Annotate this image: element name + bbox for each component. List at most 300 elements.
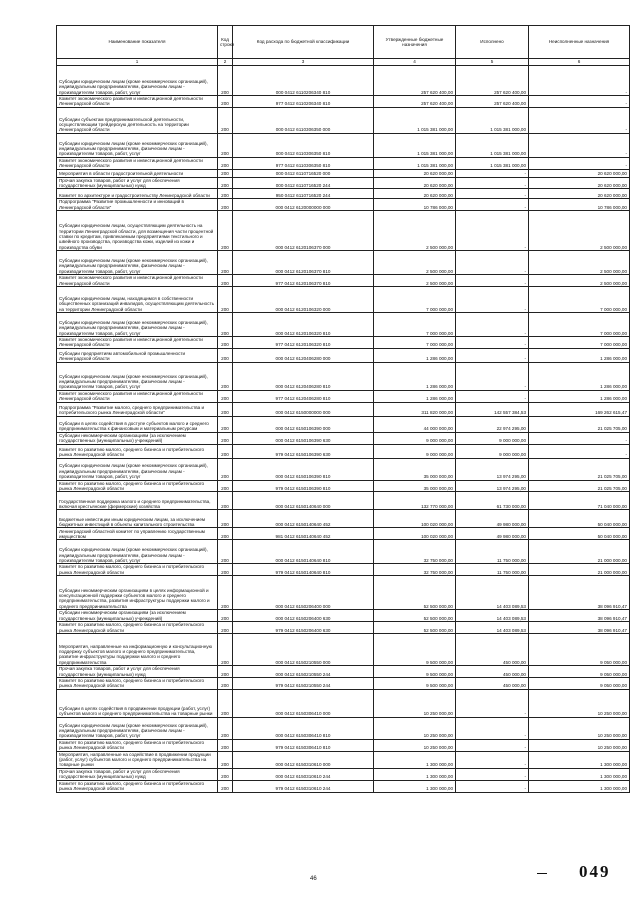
row-executed-cell: 142 557 384,53 [456, 402, 529, 416]
row-name-cell: Субсидии юридическим лицам (кроме некоммерческих организаций), индивидуальным предпринимателям, физическим лицам - производителям товаров, работ, услуг [57, 540, 218, 564]
row-line-code-cell: 200 [218, 528, 233, 540]
row-unexecuted-cell: 9 050 000,00 [529, 634, 630, 666]
row-approved-cell: 1 286 000,00 [374, 390, 456, 402]
row-approved-cell: 257 620 400,00 [374, 96, 456, 108]
table-row [57, 510, 630, 528]
row-budget-code-cell: 000 0412 6120106370 000 [233, 211, 374, 251]
table-row [57, 492, 630, 510]
row-name-cell: Прочая закупка товаров, работ и услуг для обеспечения государственных (муниципальных) нужд [57, 666, 218, 678]
row-executed-cell: 13 974 295,00 [456, 458, 529, 480]
row-executed-cell: - [456, 390, 529, 402]
table-row [57, 390, 630, 402]
row-budget-code-cell: 000 0412 6110306350 000 [233, 107, 374, 133]
table-row [57, 610, 630, 622]
row-budget-code-cell: 000 0412 6150206400 000 [233, 576, 374, 610]
budget-report-sheet [56, 25, 629, 793]
row-executed-cell: - [456, 251, 529, 275]
table-row [57, 402, 630, 416]
row-name-cell: Комитет по развитию малого, среднего бизнеса и потребительского рынка Ленинградской области [57, 564, 218, 576]
row-approved-cell: 10 250 000,00 [374, 717, 456, 739]
row-name-cell: Комитет экономического развития и инвестиционной деятельности Ленинградской области [57, 390, 218, 402]
row-unexecuted-cell: 1 286 000,00 [529, 390, 630, 402]
row-name-cell: Субсидии в целях содействия в доступе субъектов малого и среднего предпринимательства к финансовым и материальным ресурсам [57, 416, 218, 432]
row-budget-code-cell: 000 0412 6110716520 244 [233, 177, 374, 189]
row-executed-cell: 1 015 381 000,00 [456, 107, 529, 133]
row-approved-cell: 9 500 000,00 [374, 634, 456, 666]
row-line-code-cell: 200 [218, 348, 233, 362]
row-budget-code-cell: 000 0412 6110716520 000 [233, 169, 374, 177]
row-budget-code-cell: 979 0412 6150106390 630 [233, 444, 374, 458]
row-unexecuted-cell: 9 050 000,00 [529, 666, 630, 678]
table-row [57, 717, 630, 739]
row-name-cell: Субсидии предприятиям автомобильной промышленности Ленинградской области [57, 348, 218, 362]
table-row [57, 480, 630, 492]
row-approved-cell: 1 286 000,00 [374, 362, 456, 390]
table-row [57, 211, 630, 251]
table-row [57, 576, 630, 610]
row-name-cell: Комитет по развитию малого, среднего бизнеса и потребительского рынка Ленинградской области [57, 677, 218, 689]
row-line-code-cell: 200 [218, 458, 233, 480]
table-row [57, 751, 630, 768]
page-number: 46 [310, 876, 317, 882]
table-row [57, 416, 630, 432]
row-unexecuted-cell: - [529, 66, 630, 96]
row-budget-code-cell: 977 0412 6110206340 810 [233, 96, 374, 108]
row-budget-code-cell: 000 0412 6150140640 000 [233, 492, 374, 510]
row-budget-code-cell: 000 0412 6150210550 000 [233, 634, 374, 666]
row-line-code-cell: 200 [218, 133, 233, 157]
row-unexecuted-cell: 21 025 705,00 [529, 416, 630, 432]
header-unexecuted: Неисполненные назначения [529, 26, 630, 59]
row-approved-cell: 1 300 000,00 [374, 768, 456, 780]
row-approved-cell: 7 000 000,00 [374, 337, 456, 349]
row-line-code-cell: 200 [218, 510, 233, 528]
table-row [57, 677, 630, 689]
row-executed-cell: 1 015 381 000,00 [456, 133, 529, 157]
row-budget-code-cell: 981 0412 6150140640 452 [233, 528, 374, 540]
row-unexecuted-cell: 2 500 000,00 [529, 251, 630, 275]
table-row [57, 96, 630, 108]
row-executed-cell: - [456, 287, 529, 313]
row-approved-cell: 44 000 000,00 [374, 416, 456, 432]
row-budget-code-cell: 000 0412 6150140640 452 [233, 510, 374, 528]
row-approved-cell: 32 750 000,00 [374, 540, 456, 564]
row-approved-cell: 35 000 000,00 [374, 480, 456, 492]
row-name-cell: Субсидии юридическим лицам (кроме некоммерческих организаций), индивидуальным предпринимателям, физическим лицам - производителям товаров, работ, услуг [57, 362, 218, 390]
row-line-code-cell: 200 [218, 402, 233, 416]
row-unexecuted-cell: 1 286 000,00 [529, 348, 630, 362]
table-row [57, 540, 630, 564]
row-name-cell: Субсидии некоммерческим организациям (за исключением государственных (муниципальных) учреждений) [57, 610, 218, 622]
row-name-cell: Мероприятия, направленные на информационную и консультационную поддержку субъектов малого и среднего предпринимательства, развитие инфраструктуры поддержки малого и среднего предпринимательства [57, 634, 218, 666]
table-row [57, 666, 630, 678]
row-unexecuted-cell: 10 250 000,00 [529, 689, 630, 717]
row-approved-cell: 100 020 000,00 [374, 510, 456, 528]
row-name-cell: Субсидии юридическим лицам (кроме некоммерческих организаций), индивидуальным предпринимателям, физическим лицам - производителям товаров, работ, услуг [57, 717, 218, 739]
row-executed-cell: - [456, 780, 529, 792]
row-line-code-cell: 200 [218, 199, 233, 211]
row-executed-cell: 9 000 000,00 [456, 444, 529, 458]
row-budget-code-cell: 000 0412 6150106390 000 [233, 416, 374, 432]
column-number: 2 [218, 59, 233, 66]
row-unexecuted-cell: 7 000 000,00 [529, 313, 630, 337]
row-budget-code-cell: 000 0412 6150306410 810 [233, 717, 374, 739]
row-budget-code-cell: 000 0412 6120000000 000 [233, 199, 374, 211]
row-executed-cell: - [456, 751, 529, 768]
header-name: Наименование показателя [57, 26, 218, 59]
row-name-cell: Субсидии юридическим лицам, находящимся в собственности общественных организаций инвалидов, осуществляющим деятельность на территории Ленинградской области [57, 287, 218, 313]
row-line-code-cell: 200 [218, 177, 233, 189]
row-line-code-cell: 200 [218, 634, 233, 666]
row-executed-cell: - [456, 739, 529, 751]
row-name-cell: Субсидии юридическим лицам, осуществляющим деятельность на территории Ленинградской области, для возмещения части процентной ставки по кредитам, привлекаемым предприятиями текстильного и швейного производства, производства кожи, изделий из кожи и производства обуви [57, 211, 218, 251]
row-unexecuted-cell: 2 500 000,00 [529, 275, 630, 287]
row-executed-cell: 22 974 295,00 [456, 416, 529, 432]
table-row [57, 189, 630, 199]
row-budget-code-cell: 979 0412 6150210550 244 [233, 677, 374, 689]
row-budget-code-cell: 000 0412 6150106390 810 [233, 458, 374, 480]
row-executed-cell: 450 000,00 [456, 634, 529, 666]
row-unexecuted-cell: 21 025 705,00 [529, 480, 630, 492]
table-row [57, 622, 630, 634]
row-name-cell: Комитет по развитию малого, среднего бизнеса и потребительского рынка Ленинградской области [57, 480, 218, 492]
row-budget-code-cell: 000 0412 6150310610 244 [233, 768, 374, 780]
row-line-code-cell: 200 [218, 66, 233, 96]
row-budget-code-cell: 000 0412 6150210550 244 [233, 666, 374, 678]
row-approved-cell: 1 015 381 000,00 [374, 157, 456, 169]
row-unexecuted-cell: 21 025 705,00 [529, 458, 630, 480]
row-executed-cell: 61 730 000,00 [456, 492, 529, 510]
row-name-cell: Комитет по развитию малого, среднего бизнеса и потребительского рынка Ленинградской области [57, 739, 218, 751]
table-row [57, 199, 630, 211]
row-approved-cell: 311 820 000,00 [374, 402, 456, 416]
row-approved-cell: 9 000 000,00 [374, 432, 456, 444]
row-name-cell: Субсидии юридическим лицам (кроме некоммерческих организаций), индивидуальным предпринимателям, физическим лицам - производителям товаров, работ, услуг [57, 133, 218, 157]
row-budget-code-cell: 977 0412 6120106370 810 [233, 275, 374, 287]
row-line-code-cell: 200 [218, 717, 233, 739]
row-approved-cell: 2 500 000,00 [374, 251, 456, 275]
row-unexecuted-cell: 1 300 000,00 [529, 768, 630, 780]
row-line-code-cell: 200 [218, 169, 233, 177]
row-name-cell: Государственная поддержка малого и среднего предпринимательства, включая крестьянские (фермерские) хозяйства [57, 492, 218, 510]
header-budget-code: Код расхода по бюджетной классификации [233, 26, 374, 59]
row-line-code-cell: 200 [218, 480, 233, 492]
row-approved-cell: 1 015 381 000,00 [374, 107, 456, 133]
row-name-cell: Прочая закупка товаров, работ и услуг для обеспечения государственных (муниципальных) нужд [57, 177, 218, 189]
row-approved-cell: 9 000 000,00 [374, 444, 456, 458]
row-budget-code-cell: 979 0412 6150310610 244 [233, 780, 374, 792]
row-name-cell: Ленинградский областной комитет по управлению государственным имуществом [57, 528, 218, 540]
table-row [57, 444, 630, 458]
row-unexecuted-cell: - [529, 444, 630, 458]
row-name-cell: Комитет экономического развития и инвестиционной деятельности Ленинградской области [57, 337, 218, 349]
row-executed-cell: - [456, 717, 529, 739]
row-name-cell: Подпрограмма "Развитие промышленности и инноваций в Ленинградской области" [57, 199, 218, 211]
row-name-cell: Прочая закупка товаров, работ и услуг для обеспечения государственных (муниципальных) нужд [57, 768, 218, 780]
row-unexecuted-cell: 50 040 000,00 [529, 510, 630, 528]
row-budget-code-cell: 000 0412 6120406280 810 [233, 362, 374, 390]
row-executed-cell: - [456, 768, 529, 780]
row-executed-cell: 49 980 000,00 [456, 510, 529, 528]
row-approved-cell: 10 786 000,00 [374, 199, 456, 211]
table-row [57, 275, 630, 287]
row-line-code-cell: 200 [218, 666, 233, 678]
row-line-code-cell: 200 [218, 189, 233, 199]
row-name-cell: Мероприятия в области градостроительной деятельности [57, 169, 218, 177]
table-row [57, 528, 630, 540]
row-unexecuted-cell: 20 620 000,00 [529, 177, 630, 189]
row-approved-cell: 20 620 000,00 [374, 177, 456, 189]
table-row [57, 432, 630, 444]
row-budget-code-cell: 000 0412 6110306350 810 [233, 133, 374, 157]
table-row [57, 768, 630, 780]
row-executed-cell: - [456, 199, 529, 211]
column-number-row [57, 59, 630, 66]
row-unexecuted-cell: - [529, 133, 630, 157]
row-budget-code-cell: 000 0412 6120106370 810 [233, 251, 374, 275]
row-budget-code-cell: 979 0412 6150140640 810 [233, 564, 374, 576]
page-stamp-number: 049 [579, 862, 611, 881]
row-unexecuted-cell: 38 096 910,47 [529, 576, 630, 610]
row-line-code-cell: 200 [218, 157, 233, 169]
row-line-code-cell: 200 [218, 313, 233, 337]
row-approved-cell: 2 500 000,00 [374, 211, 456, 251]
row-line-code-cell: 200 [218, 677, 233, 689]
row-executed-cell: 11 750 000,00 [456, 564, 529, 576]
row-executed-cell: - [456, 169, 529, 177]
header-line-code: Код строки [218, 26, 233, 59]
header-approved: Утвержденные бюджетные назначения [374, 26, 456, 59]
table-body [57, 66, 630, 793]
row-executed-cell: 14 403 089,53 [456, 610, 529, 622]
row-executed-cell: 14 403 089,53 [456, 576, 529, 610]
row-budget-code-cell: 000 0412 6150310610 000 [233, 751, 374, 768]
row-name-cell: Субсидии юридическим лицам (кроме некоммерческих организаций), индивидуальным предпринимателям, физическим лицам - производителям товаров, работ, услуг [57, 313, 218, 337]
row-executed-cell: 14 403 089,53 [456, 622, 529, 634]
row-executed-cell: - [456, 189, 529, 199]
row-unexecuted-cell: 21 000 000,00 [529, 540, 630, 564]
row-line-code-cell: 200 [218, 211, 233, 251]
row-budget-code-cell: 977 0412 6120106320 810 [233, 337, 374, 349]
row-line-code-cell: 200 [218, 362, 233, 390]
row-line-code-cell: 200 [218, 751, 233, 768]
row-line-code-cell: 200 [218, 780, 233, 792]
row-budget-code-cell: 977 0412 6110306350 810 [233, 157, 374, 169]
row-approved-cell: 9 500 000,00 [374, 677, 456, 689]
row-name-cell: Субсидии субъектам предпринимательской деятельности, осуществляющим трейдерскую деятельность на территории Ленинградской области [57, 107, 218, 133]
table-row [57, 251, 630, 275]
row-unexecuted-cell: 9 050 000,00 [529, 677, 630, 689]
row-unexecuted-cell: 50 040 000,00 [529, 528, 630, 540]
row-budget-code-cell: 950 0412 6110716520 244 [233, 189, 374, 199]
row-executed-cell: - [456, 313, 529, 337]
row-approved-cell: 9 500 000,00 [374, 666, 456, 678]
row-executed-cell: - [456, 348, 529, 362]
row-name-cell: Комитет экономического развития и инвестиционной деятельности Ленинградской области [57, 157, 218, 169]
row-budget-code-cell: 000 0412 6150106390 630 [233, 432, 374, 444]
row-executed-cell: - [456, 689, 529, 717]
row-name-cell: Субсидии некоммерческим организациям в целях информационной и консультационной поддержки субъектов малого и среднего предпринимательства, развития инфраструктуры поддержки малого и среднего предпринимательства [57, 576, 218, 610]
table-row [57, 634, 630, 666]
table-row [57, 780, 630, 792]
row-executed-cell: 257 620 400,00 [456, 66, 529, 96]
budget-execution-table [56, 25, 630, 793]
row-budget-code-cell: 979 0412 6150306410 810 [233, 739, 374, 751]
row-executed-cell: 450 000,00 [456, 677, 529, 689]
table-row [57, 133, 630, 157]
row-budget-code-cell: 000 0412 6150140640 810 [233, 540, 374, 564]
table-row [57, 66, 630, 96]
row-unexecuted-cell: 2 500 000,00 [529, 211, 630, 251]
row-approved-cell: 2 500 000,00 [374, 275, 456, 287]
row-name-cell: Комитет по архитектуре и градостроительству Ленинградской области [57, 189, 218, 199]
row-line-code-cell: 200 [218, 610, 233, 622]
table-row [57, 287, 630, 313]
row-executed-cell: 1 015 381 000,00 [456, 157, 529, 169]
row-budget-code-cell: 979 0412 6150206400 630 [233, 622, 374, 634]
row-name-cell: Комитет экономического развития и инвестиционной деятельности Ленинградской области [57, 96, 218, 108]
row-approved-cell: 20 620 000,00 [374, 189, 456, 199]
row-executed-cell: 13 974 295,00 [456, 480, 529, 492]
row-line-code-cell: 200 [218, 689, 233, 717]
row-unexecuted-cell: 7 000 000,00 [529, 337, 630, 349]
row-approved-cell: 1 300 000,00 [374, 751, 456, 768]
row-unexecuted-cell: 10 250 000,00 [529, 717, 630, 739]
row-approved-cell: 10 250 000,00 [374, 739, 456, 751]
row-line-code-cell: 200 [218, 96, 233, 108]
row-executed-cell: 450 000,00 [456, 666, 529, 678]
table-row [57, 337, 630, 349]
row-name-cell: Комитет по развитию малого, среднего бизнеса и потребительского рынка Ленинградской области [57, 780, 218, 792]
row-unexecuted-cell: - [529, 107, 630, 133]
row-approved-cell: 132 770 000,00 [374, 492, 456, 510]
row-unexecuted-cell: 1 286 000,00 [529, 362, 630, 390]
row-approved-cell: 35 000 000,00 [374, 458, 456, 480]
row-line-code-cell: 200 [218, 492, 233, 510]
row-budget-code-cell: 977 0412 6120406280 810 [233, 390, 374, 402]
row-budget-code-cell: 000 0412 6150306410 000 [233, 689, 374, 717]
row-name-cell: Субсидии в целях содействия в продвижении продукции (работ, услуг) субъектов малого и среднего предпринимательства на товарные рынки [57, 689, 218, 717]
row-approved-cell: 1 286 000,00 [374, 348, 456, 362]
row-unexecuted-cell: - [529, 96, 630, 108]
row-name-cell: Субсидии юридическим лицам (кроме некоммерческих организаций), индивидуальным предпринимателям, физическим лицам - производителям товаров, работ, услуг [57, 458, 218, 480]
row-approved-cell: 52 500 000,00 [374, 622, 456, 634]
table-row [57, 739, 630, 751]
row-line-code-cell: 200 [218, 390, 233, 402]
row-name-cell: Субсидии некоммерческим организациям (за исключением государственных (муниципальных) учреждений) [57, 432, 218, 444]
row-executed-cell: - [456, 362, 529, 390]
table-row [57, 348, 630, 362]
row-unexecuted-cell: 38 096 910,47 [529, 610, 630, 622]
row-unexecuted-cell: 21 000 000,00 [529, 564, 630, 576]
row-approved-cell: 52 500 000,00 [374, 610, 456, 622]
column-number: 6 [529, 59, 630, 66]
row-unexecuted-cell: 20 620 000,00 [529, 189, 630, 199]
row-approved-cell: 10 250 000,00 [374, 689, 456, 717]
row-unexecuted-cell: 169 262 615,47 [529, 402, 630, 416]
table-row [57, 169, 630, 177]
stamp-dash [537, 873, 547, 874]
row-line-code-cell: 200 [218, 444, 233, 458]
row-unexecuted-cell: 7 000 000,00 [529, 287, 630, 313]
column-number: 4 [374, 59, 456, 66]
table-row [57, 458, 630, 480]
row-executed-cell: 49 980 000,00 [456, 528, 529, 540]
row-budget-code-cell: 000 0412 6150206400 630 [233, 610, 374, 622]
row-line-code-cell: 200 [218, 564, 233, 576]
table-row [57, 107, 630, 133]
row-approved-cell: 52 500 000,00 [374, 576, 456, 610]
row-executed-cell: - [456, 337, 529, 349]
column-number: 1 [57, 59, 218, 66]
table-row [57, 362, 630, 390]
row-approved-cell: 100 020 000,00 [374, 528, 456, 540]
row-line-code-cell: 200 [218, 622, 233, 634]
row-unexecuted-cell: 1 300 000,00 [529, 780, 630, 792]
row-executed-cell: - [456, 211, 529, 251]
table-row [57, 157, 630, 169]
row-executed-cell: - [456, 177, 529, 189]
row-budget-code-cell: 979 0412 6150106390 810 [233, 480, 374, 492]
row-line-code-cell: 200 [218, 576, 233, 610]
row-name-cell: Бюджетные инвестиции иным юридическим лицам, за исключением бюджетных инвестиций в объекты капитального строительства [57, 510, 218, 528]
row-name-cell: Мероприятия, направленные на содействие в продвижении продукции (работ, услуг) субъектов малого и среднего предпринимательства на товарные рынки [57, 751, 218, 768]
row-unexecuted-cell: 20 620 000,00 [529, 169, 630, 177]
row-line-code-cell: 200 [218, 275, 233, 287]
row-name-cell: Комитет по развитию малого, среднего бизнеса и потребительского рынка Ленинградской области [57, 444, 218, 458]
row-line-code-cell: 200 [218, 739, 233, 751]
table-row [57, 564, 630, 576]
table-header-row [57, 26, 630, 59]
row-approved-cell: 32 750 000,00 [374, 564, 456, 576]
row-line-code-cell: 200 [218, 107, 233, 133]
row-line-code-cell: 200 [218, 337, 233, 349]
header-executed: Исполнено [456, 26, 529, 59]
row-executed-cell: - [456, 275, 529, 287]
row-line-code-cell: 200 [218, 540, 233, 564]
row-approved-cell: 20 620 000,00 [374, 169, 456, 177]
row-name-cell: Подпрограмма "Развитие малого, среднего предпринимательства и потребительского рынка Ленинградской области" [57, 402, 218, 416]
row-unexecuted-cell: - [529, 157, 630, 169]
row-unexecuted-cell: 38 096 910,47 [529, 622, 630, 634]
row-approved-cell: 7 000 000,00 [374, 287, 456, 313]
row-line-code-cell: 200 [218, 432, 233, 444]
row-executed-cell: 9 000 000,00 [456, 432, 529, 444]
row-approved-cell: 1 015 381 000,00 [374, 133, 456, 157]
table-row [57, 313, 630, 337]
row-executed-cell: 11 750 000,00 [456, 540, 529, 564]
row-line-code-cell: 200 [218, 251, 233, 275]
row-budget-code-cell: 000 0412 6120106320 810 [233, 313, 374, 337]
table-row [57, 689, 630, 717]
row-approved-cell: 7 000 000,00 [374, 313, 456, 337]
row-line-code-cell: 200 [218, 287, 233, 313]
table-row [57, 177, 630, 189]
column-number: 3 [233, 59, 374, 66]
row-unexecuted-cell: - [529, 432, 630, 444]
row-name-cell: Комитет по развитию малого, среднего бизнеса и потребительского рынка Ленинградской области [57, 622, 218, 634]
row-budget-code-cell: 000 0412 6120106320 000 [233, 287, 374, 313]
row-line-code-cell: 200 [218, 768, 233, 780]
row-budget-code-cell: 000 0412 6150000000 000 [233, 402, 374, 416]
row-name-cell: Субсидии юридическим лицам (кроме некоммерческих организаций), индивидуальным предпринимателям, физическим лицам - производителям товаров, работ, услуг [57, 251, 218, 275]
row-executed-cell: 257 620 400,00 [456, 96, 529, 108]
row-approved-cell: 257 620 400,00 [374, 66, 456, 96]
row-unexecuted-cell: 10 250 000,00 [529, 739, 630, 751]
column-number: 5 [456, 59, 529, 66]
row-line-code-cell: 200 [218, 416, 233, 432]
row-budget-code-cell: 000 0412 6120406280 000 [233, 348, 374, 362]
